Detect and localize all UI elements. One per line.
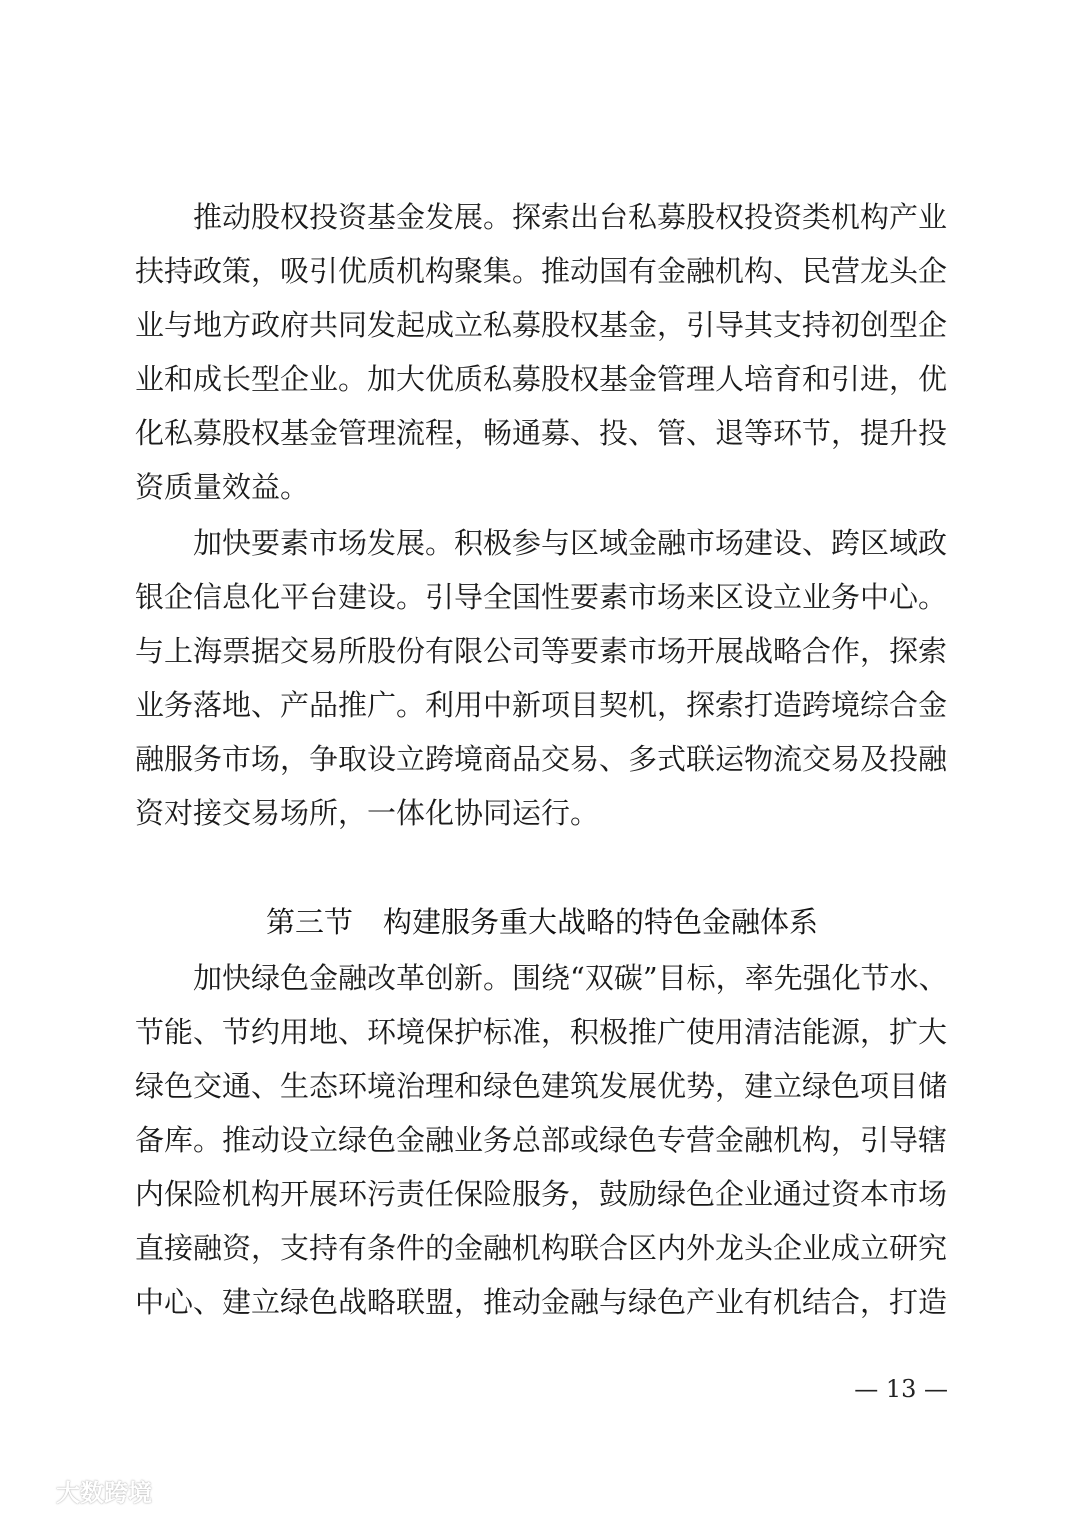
section-title: 构建服务重大战略的特色金融体系	[383, 905, 819, 939]
paragraph-2-line-3: 与上海票据交易所股份有限公司等要素市场开展战略合作，探索	[135, 634, 948, 668]
paragraph-2-line-2: 银企信息化平台建设。引导全国性要素市场来区设立业务中心。	[135, 580, 948, 614]
paragraph-2-line-1: 加快要素市场发展。积极参与区域金融市场建设、跨区域政	[193, 526, 948, 560]
weibo-logo-icon	[16, 1476, 50, 1504]
paragraph-3-line-4: 备库。推动设立绿色金融业务总部或绿色专营金融机构，引导辖	[135, 1123, 948, 1157]
paragraph-1-line-1: 推动股权投资基金发展。探索出台私募股权投资类机构产业	[193, 200, 948, 234]
paragraph-1-line-2: 扶持政策，吸引优质机构聚集。推动国有金融机构、民营龙头企	[135, 254, 948, 288]
paragraph-1-line-5: 化私募股权基金管理流程，畅通募、投、管、退等环节，提升投	[135, 416, 948, 450]
paragraph-3-line-3: 绿色交通、生态环境治理和绿色建筑发展优势，建立绿色项目储	[135, 1069, 948, 1103]
paragraph-1-line-6: 资质量效益。	[135, 470, 310, 504]
section-number: 第三节	[266, 905, 354, 939]
paragraph-3-line-5: 内保险机构开展环污责任保险服务，鼓励绿色企业通过资本市场	[135, 1177, 948, 1211]
page-number: — 13 —	[854, 1375, 948, 1403]
paragraph-1-line-4: 业和成长型企业。加大优质私募股权基金管理人培育和引进，优	[135, 362, 948, 396]
paragraph-2-line-4: 业务落地、产品推广。利用中新项目契机，探索打造跨境综合金	[135, 688, 948, 722]
paragraph-2-line-5: 融服务市场，争取设立跨境商品交易、多式联运物流交易及投融	[135, 742, 948, 776]
section-heading	[266, 902, 818, 942]
watermark-text: 大数跨境	[56, 1478, 152, 1507]
paragraph-1-line-3: 业与地方政府共同发起成立私募股权基金，引导其支持初创型企	[135, 308, 948, 342]
paragraph-3-line-2: 节能、节约用地、环境保护标准，积极推广使用清洁能源，扩大	[135, 1015, 948, 1049]
paragraph-2-line-6: 资对接交易场所，一体化协同运行。	[135, 796, 600, 830]
watermark	[16, 1470, 152, 1510]
paragraph-3-line-1: 加快绿色金融改革创新。围绕“双碳”目标，率先强化节水、	[193, 961, 948, 995]
paragraph-3-line-7: 中心、建立绿色战略联盟，推动金融与绿色产业有机结合，打造	[135, 1285, 948, 1319]
paragraph-3-line-6: 直接融资，支持有条件的金融机构联合区内外龙头企业成立研究	[135, 1231, 948, 1265]
